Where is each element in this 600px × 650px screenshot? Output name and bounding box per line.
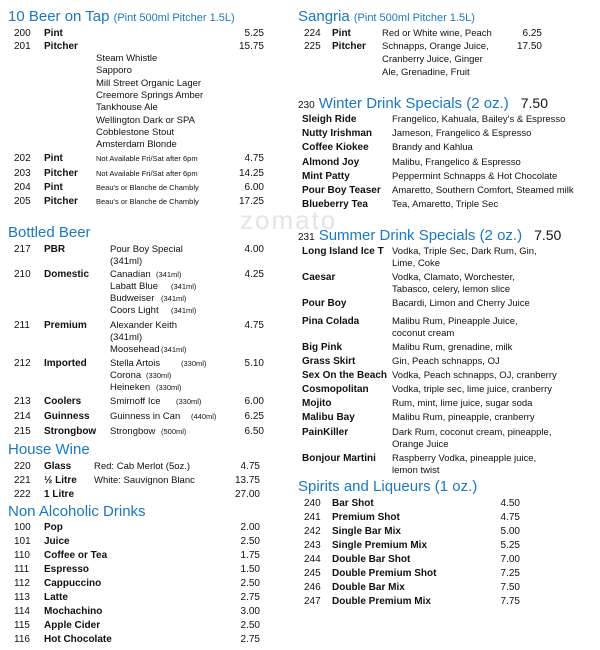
bottled-beer-title: Bottled Beer: [8, 224, 91, 241]
menu-code: 222: [14, 489, 31, 500]
beer-name: Steam Whistle: [96, 53, 158, 64]
winter-title: [298, 94, 548, 115]
summer-title-text: Summer Drink Specials (2 oz.): [318, 227, 523, 244]
beer-name: Amsterdam Blonde: [96, 139, 177, 151]
menu-item-name: Double Premium Shot: [332, 568, 437, 579]
menu-item-name: Apple Cider: [44, 620, 101, 631]
menu-item-name: Mochachino: [44, 606, 103, 617]
menu-item-desc: Ale, Grenadine, Fruit: [382, 67, 470, 78]
beer-size: (330ml): [181, 359, 207, 368]
menu-item-name: Premium: [44, 320, 87, 331]
menu-code: 202: [14, 153, 31, 164]
winter-code: 230: [298, 100, 315, 111]
menu-item-name: Imported: [44, 358, 87, 369]
beer-name: Heineken: [110, 382, 151, 393]
menu-price: 13.75: [234, 475, 260, 486]
menu-code: 221: [14, 475, 31, 486]
menu-code: 101: [14, 536, 31, 547]
menu-price: 2.00: [240, 522, 260, 533]
menu-code: 212: [14, 358, 31, 369]
menu-price: 15.75: [238, 41, 264, 52]
menu-price: 4.75: [240, 461, 260, 472]
menu-item-name: Double Bar Mix: [332, 582, 405, 593]
drink-name: Long Island Ice T: [302, 246, 384, 257]
menu-item-name: Pitcher: [44, 196, 78, 207]
winter-title-text: Winter Drink Specials (2 oz.): [318, 95, 509, 112]
summer-code: 231: [298, 232, 315, 243]
drink-desc-line2: coconut cream: [392, 328, 455, 339]
menu-price: 6.50: [244, 426, 264, 437]
menu-item-name: Pint: [44, 153, 63, 164]
house-wine-title: House Wine: [8, 441, 90, 458]
beer-name: Stella Artois: [110, 358, 161, 369]
summer-price: 7.50: [534, 227, 562, 243]
menu-price: 4.25: [244, 269, 264, 280]
drink-desc: Malibu Rum, grenadine, milk: [392, 342, 513, 353]
drink-desc: Malibu Rum, pineapple, cranberry: [392, 412, 535, 423]
menu-code: 245: [304, 568, 321, 579]
beer-name: Sapporo: [96, 65, 132, 77]
menu-item-name: PBR: [44, 244, 66, 255]
beer-name: Moosehead: [110, 344, 160, 355]
menu-price: 5.10: [244, 358, 264, 369]
beer-name: Corona: [110, 370, 142, 381]
beer-size: (330ml): [156, 383, 182, 392]
menu-price: 3.00: [240, 606, 260, 617]
beer-name: Strongbow: [110, 426, 156, 437]
beer-name: Canadian: [110, 269, 151, 280]
menu-code: 247: [304, 596, 321, 607]
menu-item-name: Bar Shot: [332, 498, 374, 509]
menu-item-name: Pitcher: [332, 41, 366, 52]
drink-desc: Tea, Amaretto, Triple Sec: [392, 199, 499, 211]
menu-code: 110: [14, 550, 30, 561]
beer-size: (341ml): [171, 306, 197, 315]
drink-desc: Peppermint Schnapps & Hot Chocolate: [392, 170, 558, 182]
menu-price: 2.75: [240, 592, 260, 603]
menu-item-name: Domestic: [44, 269, 90, 280]
beer-on-tap-title-main: 10 Beer on Tap: [8, 8, 110, 25]
menu-price: 17.50: [516, 41, 542, 52]
menu-item-desc: White: Sauvignon Blanc: [94, 475, 195, 486]
menu-code: 200: [14, 28, 31, 39]
drink-desc: Brandy and Kahlua: [392, 142, 473, 154]
menu-item-name: Single Bar Mix: [332, 526, 401, 537]
drink-name: Mojito: [302, 398, 332, 409]
menu-code: 205: [14, 196, 31, 207]
beer-size: (341ml): [156, 270, 182, 279]
menu-price: 2.50: [240, 536, 260, 547]
menu-code: 113: [14, 592, 30, 603]
beer-size: (330ml): [176, 397, 202, 406]
beer-size: (330ml): [146, 371, 172, 380]
beer-size: (341ml): [161, 294, 187, 303]
beer-name: Guinness in Can: [110, 411, 181, 422]
drink-name: Cosmopolitan: [302, 384, 369, 395]
menu-price: 5.25: [244, 28, 264, 39]
menu-code: 217: [14, 244, 31, 255]
drink-desc: Rum, mint, lime juice, sugar soda: [392, 398, 533, 409]
menu-item-name: ½ Litre: [44, 475, 77, 486]
drink-name: PainKiller: [302, 427, 349, 438]
menu-code: 240: [304, 498, 321, 509]
drink-name: Bonjour Martini: [302, 453, 376, 464]
menu-item-desc: Red: Cab Merlot (5oz.): [94, 461, 191, 472]
beer-name: Pour Boy Special: [110, 244, 183, 255]
menu-price: 4.75: [244, 153, 264, 164]
menu-price: 5.25: [500, 540, 520, 551]
menu-code: 111: [14, 564, 30, 575]
menu-item-name: Pop: [44, 522, 63, 533]
menu-item-name: Pitcher: [44, 168, 78, 179]
menu-price: 5.00: [500, 526, 520, 537]
menu-price: 2.75: [240, 634, 260, 645]
beer-size: (341ml): [161, 345, 187, 354]
menu-code: 215: [14, 426, 31, 437]
beer-name: Budweiser: [110, 293, 155, 304]
menu-item-name: Hot Chocolate: [44, 634, 112, 645]
non-alcoholic-title: Non Alcoholic Drinks: [8, 503, 146, 520]
menu-price: 17.25: [238, 196, 264, 207]
drink-name: Nutty Irishman: [302, 128, 373, 140]
drink-name: Sleigh Ride: [302, 114, 357, 125]
drink-name: Sex On the Beach: [302, 370, 388, 381]
drink-desc-line2: Lime, Coke: [392, 258, 441, 269]
drink-name: Mint Patty: [302, 170, 350, 182]
menu-price: 27.00: [234, 489, 260, 500]
beer-name: Labatt Blue: [110, 281, 159, 292]
drink-desc-line2: Tabasco, celery, lemon slice: [392, 284, 511, 295]
drink-desc: Frangelico, Kahuala, Bailey's & Espresso: [392, 114, 566, 125]
beer-name: (341ml): [110, 256, 143, 267]
beer-size: (500ml): [161, 427, 187, 436]
menu-item-name: Strongbow: [44, 426, 97, 437]
menu-price: 4.50: [500, 498, 520, 509]
menu-price: 1.50: [240, 564, 260, 575]
menu-code: 224: [304, 28, 321, 39]
beer-name: Coors Light: [110, 305, 159, 316]
menu-price: 6.00: [244, 182, 264, 193]
drink-name: Caesar: [302, 272, 336, 283]
menu-item-desc: Red or White wine, Peach: [382, 28, 492, 39]
menu-price: 4.75: [500, 512, 520, 523]
menu-item-name: Coffee or Tea: [44, 550, 108, 561]
menu-price: 6.25: [522, 28, 542, 39]
drink-desc: Vodka, triple sec, lime juice, cranberry: [392, 384, 552, 395]
beer-size: (440ml): [191, 412, 217, 421]
drink-desc: Amaretto, Southern Comfort, Steamed milk: [392, 185, 574, 196]
menu-item-name: Single Premium Mix: [332, 540, 428, 551]
sangria-title-main: Sangria: [298, 8, 350, 25]
drink-desc: Vodka, Peach schnapps, OJ, cranberry: [392, 370, 557, 381]
menu-item-name: 1 Litre: [44, 489, 75, 500]
drink-desc: Vodka, Clamato, Worchester,: [392, 272, 515, 283]
menu-item-name: Double Premium Mix: [332, 596, 431, 607]
menu-code: 116: [14, 634, 30, 645]
beer-size: (341ml): [171, 282, 197, 291]
menu-code: 243: [304, 540, 321, 551]
menu-item-name: Coolers: [44, 396, 82, 407]
drink-desc: Gin, Peach schnapps, OJ: [392, 356, 500, 367]
watermark: zomato: [240, 205, 338, 235]
menu-item-name: Juice: [44, 536, 70, 547]
menu-item-name: Pint: [44, 182, 63, 193]
menu-code: 242: [304, 526, 321, 537]
drink-name: Pina Colada: [302, 316, 360, 327]
menu-item-name: Cappuccino: [44, 578, 102, 589]
menu-code: 100: [14, 522, 31, 533]
drink-name: Blueberry Tea: [302, 199, 368, 211]
menu-code: 220: [14, 461, 31, 472]
menu-code: 201: [14, 41, 31, 52]
menu-price: 7.00: [500, 554, 520, 565]
drink-desc: Raspberry Vodka, pineapple juice,: [392, 453, 537, 464]
menu-item-desc: Beau's or Blanche de Chambly: [96, 197, 199, 206]
menu-code: 244: [304, 554, 321, 565]
drink-desc: Bacardi, Limon and Cherry Juice: [392, 298, 530, 309]
drink-name: Grass Skirt: [302, 356, 356, 367]
drink-desc: Malibu Rum, Pineapple Juice,: [392, 316, 518, 327]
drink-name: Pour Boy: [302, 298, 347, 309]
menu-item-name: Double Bar Shot: [332, 554, 411, 565]
menu-code: 112: [14, 578, 30, 589]
menu-code: 204: [14, 182, 31, 193]
menu-code: 210: [14, 269, 31, 280]
left-column: [8, 0, 290, 650]
menu-item-name: Premium Shot: [332, 512, 400, 523]
drink-desc-line2: lemon twist: [392, 465, 440, 476]
drink-desc: Dark Rum, coconut cream, pineapple,: [392, 427, 552, 438]
menu-item-name: Pint: [332, 28, 351, 39]
drink-name: Almond Joy: [302, 156, 360, 168]
menu-code: 246: [304, 582, 321, 593]
menu-price: 7.25: [500, 568, 520, 579]
menu-price: 7.75: [500, 596, 520, 607]
menu-item-desc: Not Available Fri/Sat after 6pm: [96, 154, 198, 163]
beer-name: (341ml): [110, 332, 143, 343]
menu-code: 213: [14, 396, 31, 407]
menu-code: 211: [14, 320, 30, 331]
beer-name: Alexander Keith: [110, 320, 178, 331]
menu-item-name: Glass: [44, 461, 72, 472]
beer-name: Cobblestone Stout: [96, 126, 175, 138]
sangria-title: [298, 8, 475, 27]
beer-name: Smirnoff Ice: [110, 396, 161, 407]
drink-name: Big Pink: [302, 342, 343, 353]
menu-item-desc: Beau's or Blanche de Chambly: [96, 183, 199, 192]
spirits-title: Spirits and Liqueurs (1 oz.): [298, 478, 478, 495]
sangria-title-note: (Pint 500ml Pitcher 1.5L): [353, 12, 475, 24]
beer-name: Tankhouse Ale: [96, 102, 158, 114]
menu-item-desc: Not Available Fri/Sat after 6pm: [96, 169, 198, 178]
menu-code: 241: [304, 512, 321, 523]
menu-item-desc: Schnapps, Orange Juice,: [382, 41, 489, 52]
menu-item-name: Pint: [44, 28, 63, 39]
menu-price: 4.00: [244, 244, 264, 255]
menu-code: 115: [14, 620, 30, 631]
drink-name: Coffee Kiokee: [302, 142, 369, 154]
menu-code: 214: [14, 411, 31, 422]
winter-price: 7.50: [520, 95, 548, 111]
drink-desc-line2: Orange Juice: [392, 439, 449, 450]
drink-name: Pour Boy Teaser: [302, 185, 381, 196]
menu-code: 114: [14, 606, 30, 617]
drink-desc: Vodka, Triple Sec, Dark Rum, Gin,: [392, 246, 537, 257]
menu-code: 203: [14, 168, 31, 179]
beer-name: Wellington Dark or SPA: [96, 114, 195, 126]
drink-desc: Jameson, Frangelico & Espresso: [392, 128, 532, 140]
beer-name: Mill Street Organic Lager: [96, 77, 202, 89]
menu-code: 225: [304, 41, 321, 52]
beer-on-tap-title-note: (Pint 500ml Pitcher 1.5L): [113, 12, 235, 24]
menu-price: 7.50: [500, 582, 520, 593]
menu-item-name: Espresso: [44, 564, 90, 575]
menu-item-name: Guinness: [44, 411, 90, 422]
drink-desc: Malibu, Frangelico & Espresso: [392, 156, 521, 168]
menu-price: 4.75: [244, 320, 264, 331]
menu-price: 1.75: [240, 550, 260, 561]
summer-title: [298, 226, 561, 247]
menu-item-name: Latte: [44, 592, 68, 603]
menu-price: 14.25: [238, 168, 264, 179]
menu-price: 6.25: [244, 411, 264, 422]
menu-item-desc: Cranberry Juice, Ginger: [382, 54, 483, 65]
menu-price: 2.50: [240, 620, 260, 631]
menu-price: 2.50: [240, 578, 260, 589]
drink-name: Malibu Bay: [302, 412, 355, 423]
menu-item-name: Pitcher: [44, 41, 78, 52]
menu-price: 6.00: [244, 396, 264, 407]
beer-name: Creemore Springs Amber: [96, 89, 204, 101]
beer-on-tap-title: [8, 8, 235, 27]
right-column: [298, 0, 596, 650]
